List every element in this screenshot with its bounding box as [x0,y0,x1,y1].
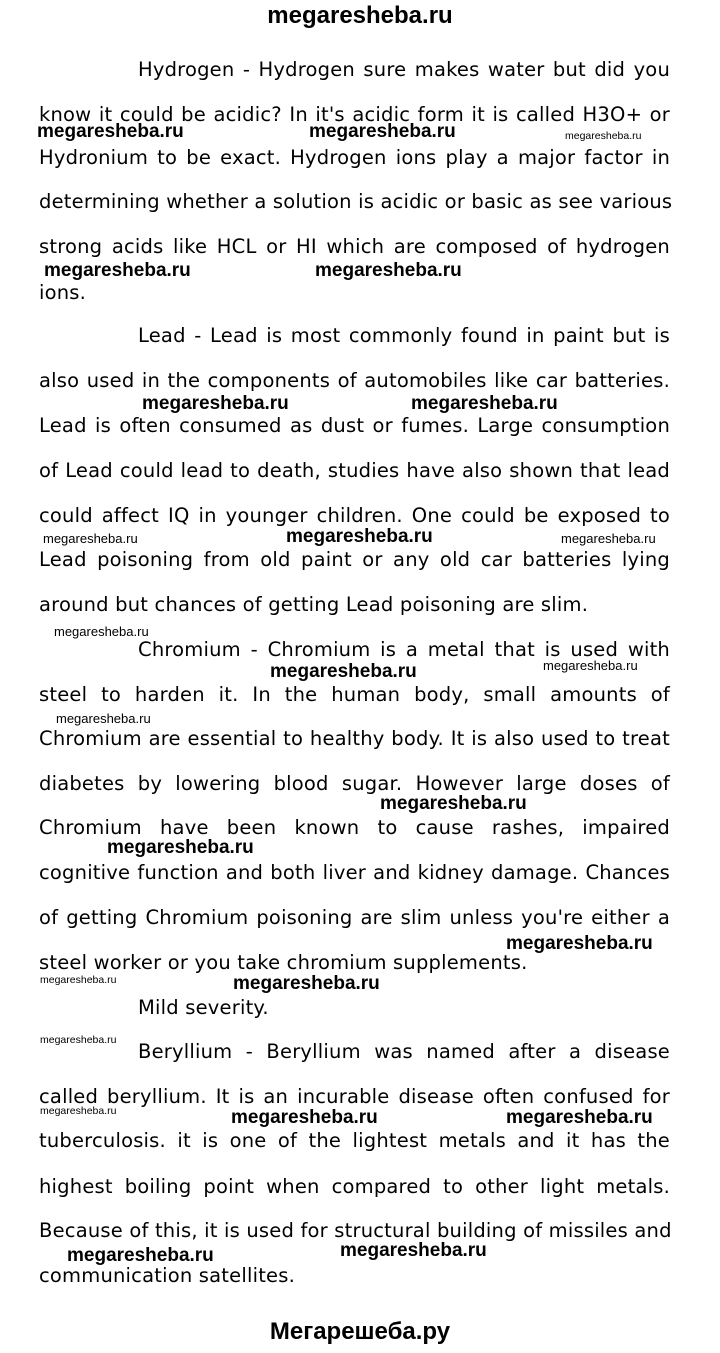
watermark: megaresheba.ru [543,658,638,673]
watermark: megaresheba.ru [231,1107,378,1128]
text-line: of getting Chromium poisoning are slim unless you're either a [39,906,670,929]
text-line: of Lead could lead to death, studies have also shown that lead [39,459,670,482]
text-line: Because of this, it is used for structural building of missiles and [39,1219,672,1242]
watermark: megaresheba.ru [286,526,433,547]
watermark: megaresheba.ru [340,1240,487,1261]
watermark: megaresheba.ru [270,661,417,682]
watermark: megaresheba.ru [67,1245,214,1266]
text-line: Hydronium to be exact. Hydrogen ions play a major factor in [39,146,670,169]
watermark: megaresheba.ru [309,121,456,142]
text-line: Chromium are essential to healthy body. It is also used to treat [39,727,670,750]
watermark: megaresheba.ru [40,974,117,986]
text-line: Mild severity. [138,996,269,1019]
watermark: megaresheba.ru [561,531,656,546]
text-line: Hydrogen - Hydrogen sure makes water but did you [138,58,670,81]
page-header-watermark: megaresheba.ru [267,2,453,29]
text-line: tuberculosis. it is one of the lightest metals and it has the [39,1129,670,1152]
text-line: know it could be acidic? In it's acidic form it is called H3O+ or [39,103,670,126]
watermark: megaresheba.ru [315,260,462,281]
watermark: megaresheba.ru [506,933,653,954]
watermark: megaresheba.ru [380,793,527,814]
text-line: Lead - Lead is most commonly found in paint but is [138,324,670,347]
text-line: called beryllium. It is an incurable disease often confused for [39,1085,670,1108]
text-line: steel to harden it. In the human body, small amounts of [39,683,670,706]
text-line: steel worker or you take chromium supplements. [39,951,528,974]
watermark: megaresheba.ru [107,837,254,858]
watermark: megaresheba.ru [54,624,149,639]
text-line: highest boiling point when compared to other light metals. [39,1175,670,1198]
text-line: Lead poisoning from old paint or any old car batteries lying [39,548,670,571]
text-line: Beryllium - Beryllium was named after a disease [138,1040,670,1063]
watermark: megaresheba.ru [37,121,184,142]
watermark: megaresheba.ru [233,973,380,994]
text-line: around but chances of getting Lead poisoning are slim. [39,593,589,616]
watermark: megaresheba.ru [40,1105,117,1117]
text-line: could affect IQ in younger children. One could be exposed to [39,504,670,527]
text-line: diabetes by lowering blood sugar. However large doses of [39,772,670,795]
text-line: Chromium - Chromium is a metal that is used with [138,638,670,661]
watermark: megaresheba.ru [506,1107,653,1128]
text-line: cognitive function and both liver and kidney damage. Chances [39,861,670,884]
watermark: megaresheba.ru [43,531,138,546]
text-line: strong acids like HCL or HI which are composed of hydrogen [39,235,670,258]
watermark: megaresheba.ru [565,130,642,142]
text-line: determining whether a solution is acidic or basic as see various [39,190,673,213]
watermark: megaresheba.ru [142,393,289,414]
page-footer-watermark: Мегарешеба.ру [269,1318,451,1345]
watermark: megaresheba.ru [44,260,191,281]
text-line: ions. [39,281,87,304]
watermark: megaresheba.ru [411,393,558,414]
watermark: megaresheba.ru [56,711,151,726]
watermark: megaresheba.ru [40,1034,117,1046]
text-line: communication satellites. [39,1264,296,1287]
text-line: Lead is often consumed as dust or fumes. Large consumption [39,414,670,437]
text-line: also used in the components of automobiles like car batteries. [39,369,670,392]
text-line: Chromium have been known to cause rashes, impaired [39,816,670,839]
